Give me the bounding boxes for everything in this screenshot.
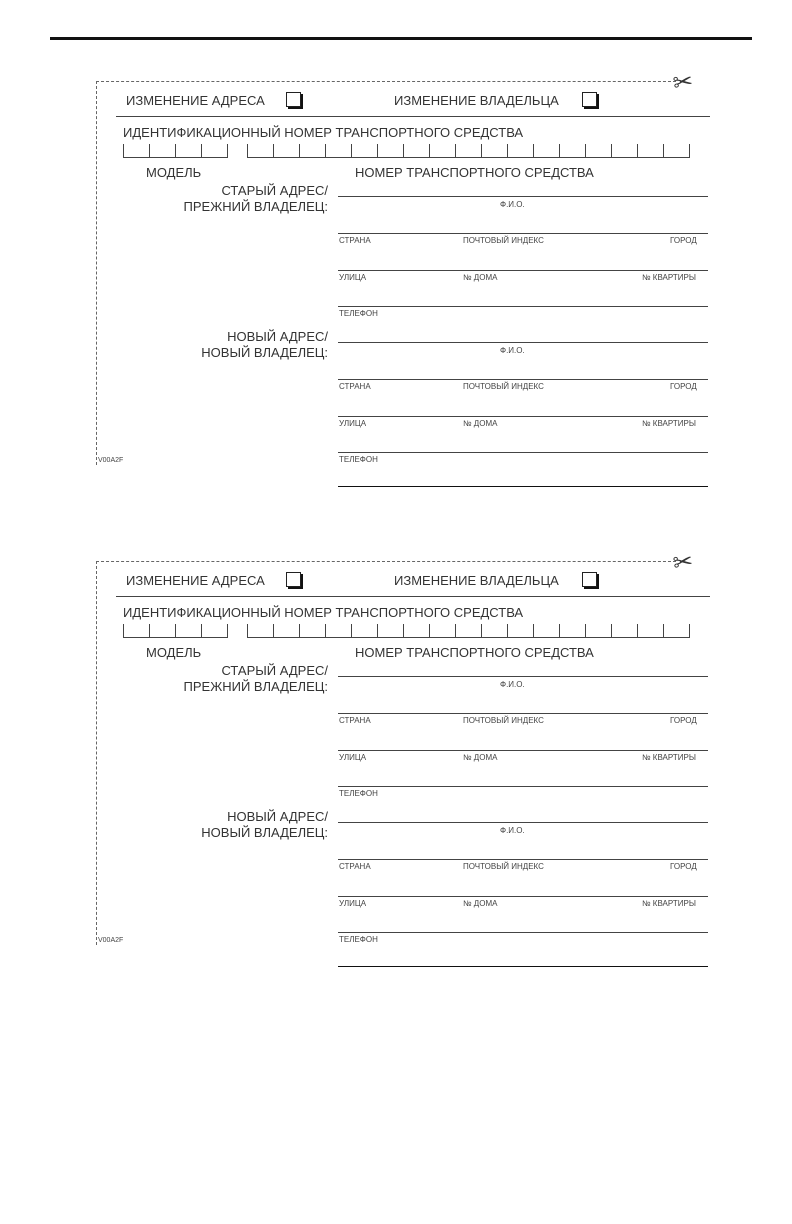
vin-char-box[interactable] xyxy=(273,144,299,158)
form-code: V00A2F xyxy=(98,937,124,944)
model-label: МОДЕЛЬ xyxy=(146,165,202,180)
vin-char-box[interactable] xyxy=(247,624,273,638)
vin-char-box[interactable] xyxy=(663,144,689,158)
old-house-label: № ДОМА xyxy=(463,753,498,762)
old-street-house-apt-line[interactable] xyxy=(338,750,708,751)
old-country-index-city-line[interactable] xyxy=(338,233,708,234)
vin-char-box[interactable] xyxy=(403,144,429,158)
old-apartment-label: № КВАРТИРЫ xyxy=(642,273,696,282)
vehicle-number-label: НОМЕР ТРАНСПОРТНОГО СРЕДСТВА xyxy=(355,165,594,180)
old-country-label: СТРАНА xyxy=(339,236,371,245)
vin-char-box[interactable] xyxy=(559,144,585,158)
cut-line-left xyxy=(96,561,97,945)
vin-char-box[interactable] xyxy=(429,624,455,638)
new-house-label: № ДОМА xyxy=(463,419,498,428)
scissors-icon: ✂ xyxy=(671,547,695,578)
new-apartment-label: № КВАРТИРЫ xyxy=(642,899,696,908)
cut-line-left xyxy=(96,81,97,465)
vin-char-box[interactable] xyxy=(533,624,559,638)
change-address-label: ИЗМЕНЕНИЕ АДРЕСА xyxy=(126,93,265,108)
vin-char-box[interactable] xyxy=(299,144,325,158)
change-of-address-card-1 xyxy=(90,67,720,495)
old-address-owner-label xyxy=(88,663,328,695)
new-country-index-city-line[interactable] xyxy=(338,379,708,380)
vin-char-box[interactable] xyxy=(123,144,149,158)
vin-char-box[interactable] xyxy=(455,144,481,158)
change-of-address-card-2 xyxy=(90,547,720,975)
old-apartment-label: № КВАРТИРЫ xyxy=(642,753,696,762)
change-owner-label: ИЗМЕНЕНИЕ ВЛАДЕЛЬЦА xyxy=(394,573,559,588)
vin-char-box[interactable] xyxy=(377,144,403,158)
vin-char-box[interactable] xyxy=(351,144,377,158)
old-phone-label: ТЕЛЕФОН xyxy=(339,789,378,798)
vin-char-box[interactable] xyxy=(481,624,507,638)
old-city-label: ГОРОД xyxy=(670,716,697,725)
vin-title: ИДЕНТИФИКАЦИОННЫЙ НОМЕР ТРАНСПОРТНОГО СРЕДСТВА xyxy=(123,605,524,620)
vin-char-box[interactable] xyxy=(201,624,227,638)
new-address-label-line2: НОВЫЙ ВЛАДЕЛЕЦ: xyxy=(201,345,328,360)
card-bottom-rule xyxy=(338,486,708,487)
vin-title: ИДЕНТИФИКАЦИОННЫЙ НОМЕР ТРАНСПОРТНОГО СРЕДСТВА xyxy=(123,125,524,140)
new-phone-line[interactable] xyxy=(338,932,708,933)
vin-char-box[interactable] xyxy=(247,144,273,158)
vin-char-box[interactable] xyxy=(507,144,533,158)
new-street-label: УЛИЦА xyxy=(339,899,367,908)
vin-char-box[interactable] xyxy=(175,144,201,158)
old-street-house-apt-line[interactable] xyxy=(338,270,708,271)
vin-char-box[interactable] xyxy=(585,624,611,638)
old-address-label-line1: СТАРЫЙ АДРЕС/ xyxy=(221,663,328,678)
change-owner-label: ИЗМЕНЕНИЕ ВЛАДЕЛЬЦА xyxy=(394,93,559,108)
new-address-owner-label xyxy=(88,329,328,361)
change-address-checkbox[interactable] xyxy=(286,572,301,587)
vin-char-box[interactable] xyxy=(637,624,663,638)
vin-box-end xyxy=(689,144,690,158)
model-label: МОДЕЛЬ xyxy=(146,645,202,660)
new-fio-line[interactable] xyxy=(338,822,708,823)
page-top-rule xyxy=(50,37,752,40)
new-postal-index-label: ПОЧТОВЫЙ ИНДЕКС xyxy=(463,382,544,391)
old-country-index-city-line[interactable] xyxy=(338,713,708,714)
header-divider xyxy=(116,596,710,597)
old-address-label-line2: ПРЕЖНИЙ ВЛАДЕЛЕЦ: xyxy=(183,679,328,694)
change-address-checkbox[interactable] xyxy=(286,92,301,107)
old-fio-line[interactable] xyxy=(338,196,708,197)
card-bottom-rule xyxy=(338,966,708,967)
vin-char-box[interactable] xyxy=(455,624,481,638)
vin-char-box[interactable] xyxy=(123,624,149,638)
vin-char-box[interactable] xyxy=(377,624,403,638)
vin-char-box[interactable] xyxy=(149,144,175,158)
new-fio-line[interactable] xyxy=(338,342,708,343)
header-divider xyxy=(116,116,710,117)
new-apartment-label: № КВАРТИРЫ xyxy=(642,419,696,428)
vin-char-box[interactable] xyxy=(149,624,175,638)
change-owner-checkbox[interactable] xyxy=(582,572,597,587)
old-city-label: ГОРОД xyxy=(670,236,697,245)
new-address-label-line2: НОВЫЙ ВЛАДЕЛЕЦ: xyxy=(201,825,328,840)
vin-char-box[interactable] xyxy=(611,144,637,158)
old-phone-line[interactable] xyxy=(338,786,708,787)
vin-char-box[interactable] xyxy=(611,624,637,638)
vin-char-box[interactable] xyxy=(429,144,455,158)
new-country-index-city-line[interactable] xyxy=(338,859,708,860)
vin-char-box[interactable] xyxy=(637,144,663,158)
new-address-owner-label xyxy=(88,809,328,841)
vin-char-box[interactable] xyxy=(663,624,689,638)
new-address-label-line1: НОВЫЙ АДРЕС/ xyxy=(227,329,328,344)
old-phone-line[interactable] xyxy=(338,306,708,307)
old-country-label: СТРАНА xyxy=(339,716,371,725)
old-address-label-line2: ПРЕЖНИЙ ВЛАДЕЛЕЦ: xyxy=(183,199,328,214)
new-house-label: № ДОМА xyxy=(463,899,498,908)
vin-char-box[interactable] xyxy=(481,144,507,158)
new-country-label: СТРАНА xyxy=(339,862,371,871)
new-phone-label: ТЕЛЕФОН xyxy=(339,935,378,944)
scissors-icon: ✂ xyxy=(671,67,695,98)
old-street-label: УЛИЦА xyxy=(339,753,367,762)
new-city-label: ГОРОД xyxy=(670,382,697,391)
new-phone-label: ТЕЛЕФОН xyxy=(339,455,378,464)
new-street-label: УЛИЦА xyxy=(339,419,367,428)
old-fio-line[interactable] xyxy=(338,676,708,677)
new-address-label-line1: НОВЫЙ АДРЕС/ xyxy=(227,809,328,824)
new-fio-label: Ф.И.О. xyxy=(500,346,525,355)
old-fio-label: Ф.И.О. xyxy=(500,200,525,209)
old-address-label-line1: СТАРЫЙ АДРЕС/ xyxy=(221,183,328,198)
change-address-label: ИЗМЕНЕНИЕ АДРЕСА xyxy=(126,573,265,588)
vin-box-end xyxy=(227,624,228,638)
vin-char-box[interactable] xyxy=(585,144,611,158)
form-code: V00A2F xyxy=(98,457,124,464)
new-city-label: ГОРОД xyxy=(670,862,697,871)
new-country-label: СТРАНА xyxy=(339,382,371,391)
vin-char-box[interactable] xyxy=(175,624,201,638)
new-street-house-apt-line[interactable] xyxy=(338,896,708,897)
vin-char-box[interactable] xyxy=(351,624,377,638)
vin-char-box[interactable] xyxy=(507,624,533,638)
change-owner-checkbox[interactable] xyxy=(582,92,597,107)
vin-char-box[interactable] xyxy=(325,624,351,638)
new-fio-label: Ф.И.О. xyxy=(500,826,525,835)
new-phone-line[interactable] xyxy=(338,452,708,453)
new-street-house-apt-line[interactable] xyxy=(338,416,708,417)
old-house-label: № ДОМА xyxy=(463,273,498,282)
old-phone-label: ТЕЛЕФОН xyxy=(339,309,378,318)
vin-char-box[interactable] xyxy=(325,144,351,158)
vin-char-box[interactable] xyxy=(403,624,429,638)
old-fio-label: Ф.И.О. xyxy=(500,680,525,689)
cut-line-top xyxy=(96,561,676,562)
old-postal-index-label: ПОЧТОВЫЙ ИНДЕКС xyxy=(463,716,544,725)
vin-char-box[interactable] xyxy=(559,624,585,638)
old-address-owner-label xyxy=(88,183,328,215)
vin-char-box[interactable] xyxy=(201,144,227,158)
vin-char-box[interactable] xyxy=(273,624,299,638)
vin-char-box[interactable] xyxy=(299,624,325,638)
old-street-label: УЛИЦА xyxy=(339,273,367,282)
new-postal-index-label: ПОЧТОВЫЙ ИНДЕКС xyxy=(463,862,544,871)
vin-char-box[interactable] xyxy=(533,144,559,158)
vin-box-end xyxy=(227,144,228,158)
cut-line-top xyxy=(96,81,676,82)
vehicle-number-label: НОМЕР ТРАНСПОРТНОГО СРЕДСТВА xyxy=(355,645,594,660)
old-postal-index-label: ПОЧТОВЫЙ ИНДЕКС xyxy=(463,236,544,245)
vin-box-end xyxy=(689,624,690,638)
